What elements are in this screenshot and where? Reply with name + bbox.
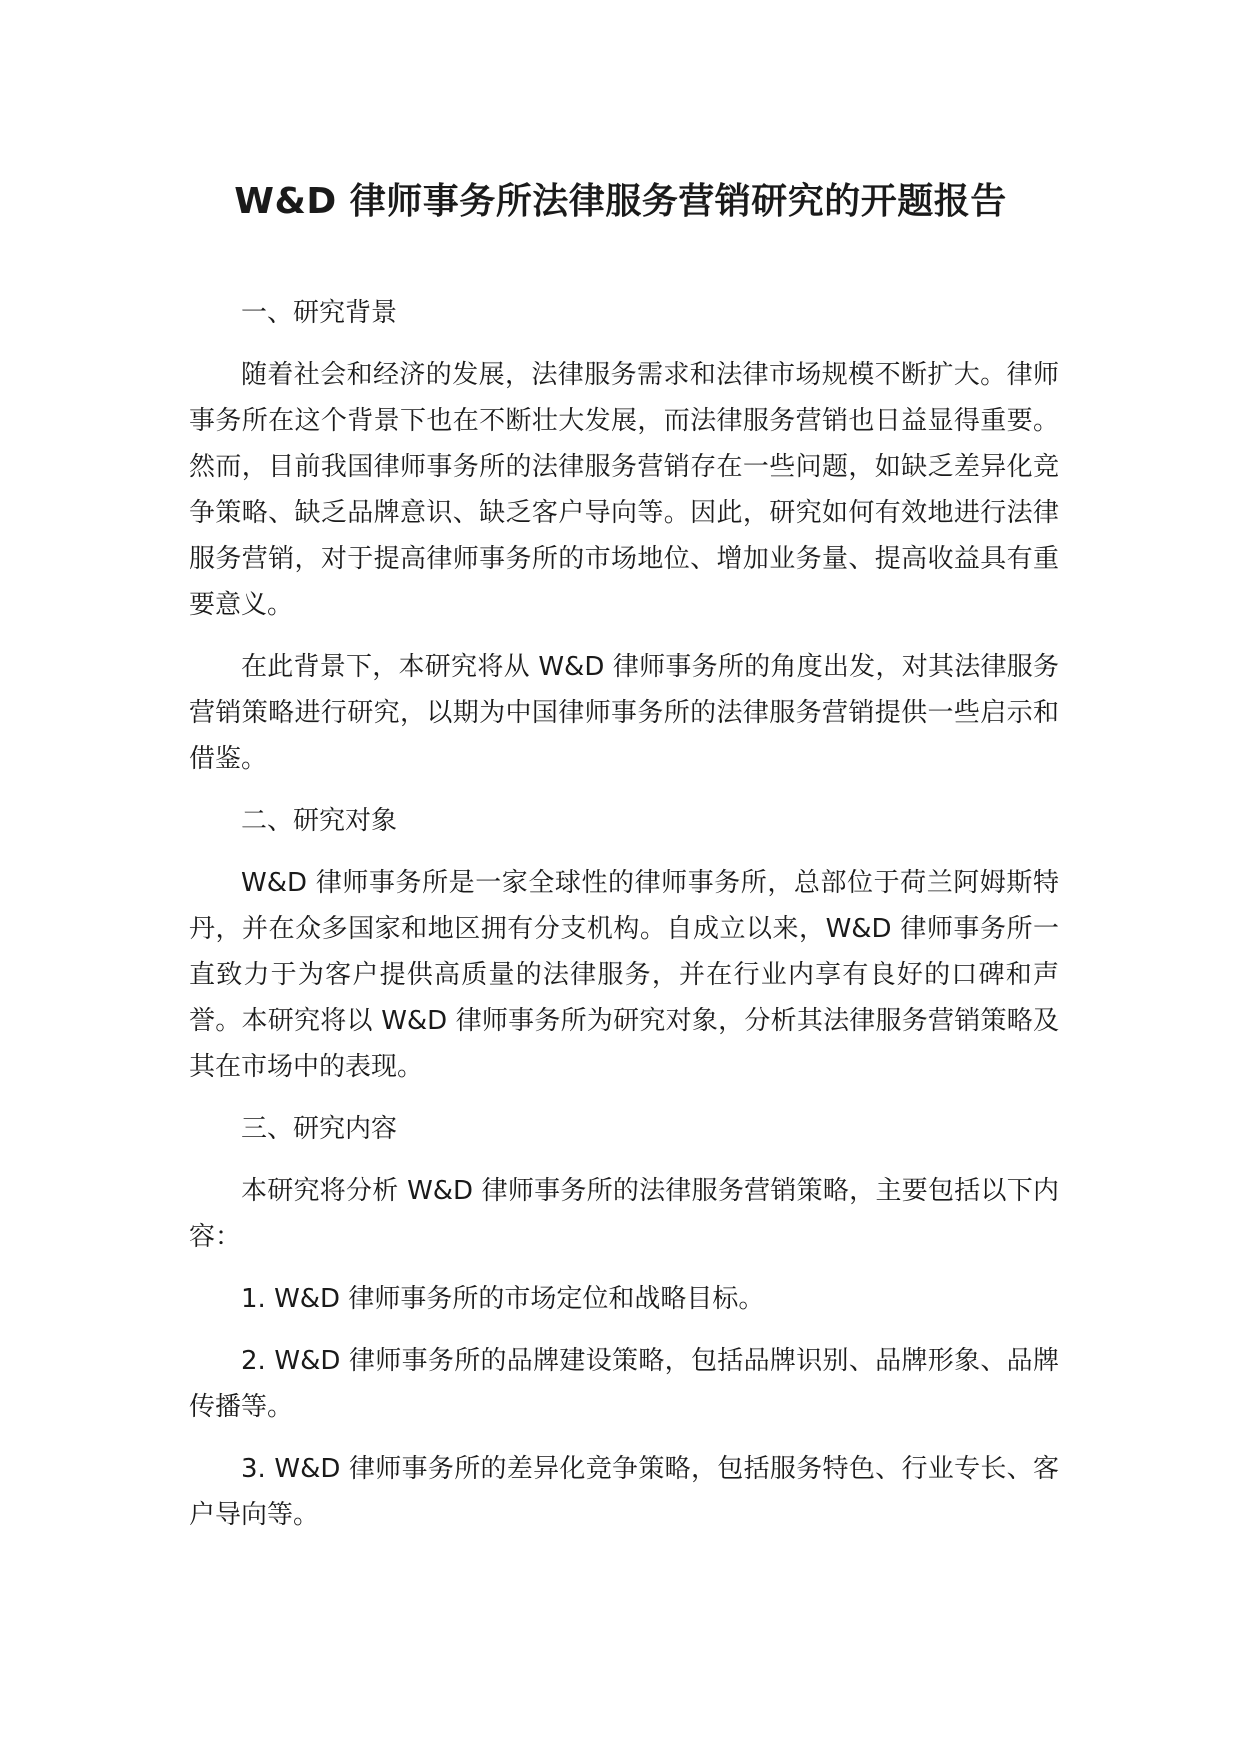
section-heading-subject: 二、研究对象 <box>241 806 398 836</box>
section-heading-content: 三、研究内容 <box>241 1114 398 1144</box>
document-title: W&D 律师事务所法律服务营销研究的开题报告 <box>234 181 1007 222</box>
paragraph: 在此背景下，本研究将从 W&D 律师事务所的角度出发，对其法律服务营销策略进行研究，以期为中国律师事务所的法律服务营销提供一些启示和借鉴。 <box>189 652 1059 774</box>
document-body <box>189 290 1059 1554</box>
paragraph: 随着社会和经济的发展，法律服务需求和法律市场规模不断扩大。律师事务所在这个背景下也在不断壮大发展，而法律服务营销也日益显得重要。然而，目前我国律师事务所的法律服务营销存在一些问题，如缺乏差异化竞争策略、缺乏品牌意识、缺乏客户导向等。因此，研究如何有效地进行法律服务营销，对于提高律师事务所的市场地位、增加业务量、提高收益具有重要意义。 <box>189 360 1059 620</box>
section-heading-background: 一、研究背景 <box>241 298 398 328</box>
paragraph: 本研究将分析 W&D 律师事务所的法律服务营销策略，主要包括以下内容： <box>189 1176 1059 1252</box>
list-item: 2. W&D 律师事务所的品牌建设策略，包括品牌识别、品牌形象、品牌传播等。 <box>189 1346 1059 1422</box>
list-item: 3. W&D 律师事务所的差异化竞争策略，包括服务特色、行业专长、客户导向等。 <box>189 1454 1059 1530</box>
paragraph: W&D 律师事务所是一家全球性的律师事务所，总部位于荷兰阿姆斯特丹，并在众多国家和地区拥有分支机构。自成立以来，W&D 律师事务所一直致力于为客户提供高质量的法律服务，并在行业内享有良好的口碑和声誉。本研究将以 W&D 律师事务所为研究对象，分析其法律服务营销策略及其在市场中的表现。 <box>189 868 1059 1082</box>
list-item: 1. W&D 律师事务所的市场定位和战略目标。 <box>241 1284 765 1314</box>
